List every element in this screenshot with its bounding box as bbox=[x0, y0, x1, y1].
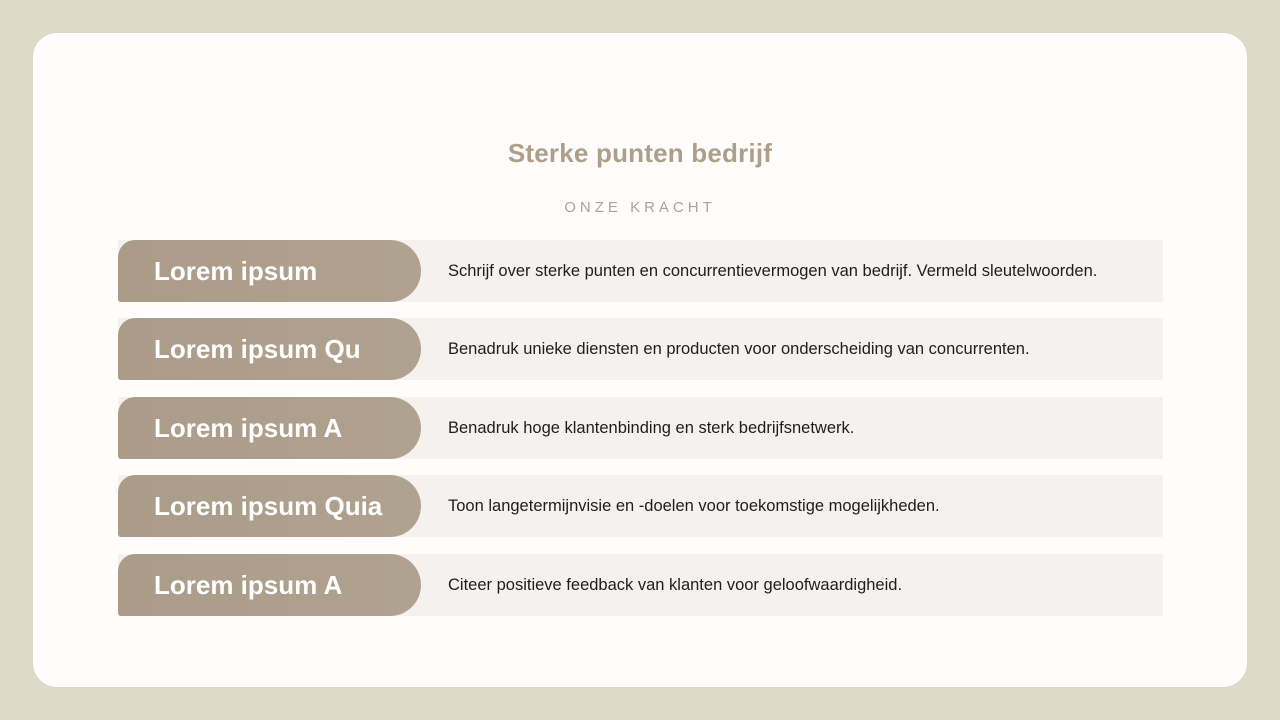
row-label: Lorem ipsum Quia bbox=[154, 491, 383, 521]
row-label: Lorem ipsum Qu bbox=[154, 334, 361, 364]
slide-title: Sterke punten bedrijf bbox=[507, 138, 773, 168]
row-description: Benadruk unieke diensten en producten voor onderscheiding van concurrenten. bbox=[448, 340, 1030, 358]
row-label-tag bbox=[118, 554, 421, 616]
row-label: Lorem ipsum A bbox=[154, 570, 343, 600]
row-description: Toon langetermijnvisie en -doelen voor toekomstige mogelijkheden. bbox=[448, 497, 940, 515]
row-description: Schrijf over sterke punten en concurrentievermogen van bedrijf. Vermeld sleutelwoorden. bbox=[448, 262, 1098, 280]
row-label: Lorem ipsum A bbox=[154, 413, 343, 443]
row-description: Benadruk hoge klantenbinding en sterk bedrijfsnetwerk. bbox=[448, 419, 855, 437]
row-label-tag bbox=[118, 318, 421, 380]
strength-row bbox=[118, 475, 1163, 537]
strength-row bbox=[118, 554, 1163, 616]
strength-row bbox=[118, 397, 1163, 459]
row-label-tag bbox=[118, 397, 421, 459]
strength-row bbox=[118, 318, 1163, 380]
row-label: Lorem ipsum bbox=[154, 256, 318, 286]
row-description: Citeer positieve feedback van klanten voor geloofwaardigheid. bbox=[448, 576, 903, 594]
slide-subtitle: ONZE KRACHT bbox=[564, 199, 716, 216]
row-label-tag bbox=[118, 240, 421, 302]
strength-row bbox=[118, 240, 1163, 302]
row-label-tag bbox=[118, 475, 421, 537]
